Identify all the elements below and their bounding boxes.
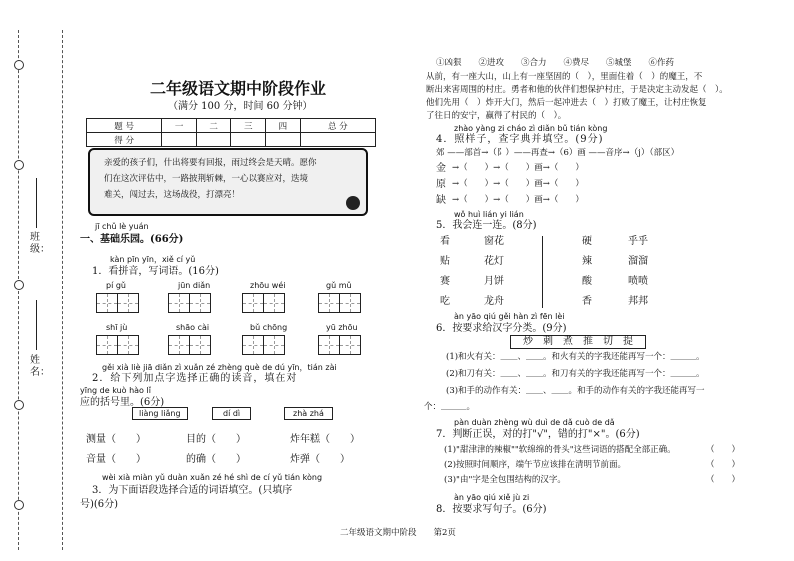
connect-item[interactable]: 溜溜 — [628, 256, 648, 267]
score-header: 题 号 — [87, 119, 162, 133]
connect-item[interactable]: 窗花 — [484, 236, 504, 247]
connect-item[interactable]: 乎乎 — [628, 236, 648, 247]
score-cell[interactable] — [196, 133, 231, 147]
q7-answer[interactable]: （ ） — [706, 460, 741, 470]
intro-line: 们在这次评估中，一路披荆斩棘，一心以赛应对，迭境 — [104, 174, 309, 184]
binding-hole — [14, 60, 24, 70]
option-box: dí dì — [212, 407, 251, 420]
score-table — [86, 118, 376, 147]
passage-line: 断出来害周围的村庄。勇者和他的伙伴们想保护村庄，于是决定主动发起（ ）。 — [426, 85, 728, 95]
binding-hole — [14, 400, 24, 410]
connect-item[interactable]: 香 — [582, 296, 592, 307]
connect-item[interactable]: 酸 — [582, 276, 592, 287]
q4-hua: 画 — [534, 179, 543, 189]
connect-item[interactable]: 龙舟 — [484, 296, 504, 307]
pinyin: gěi xià liè jiā diǎn zì xuǎn zé zhèng què de dú yīn，tián zài — [102, 363, 337, 372]
class-label: 班级： — [30, 232, 50, 255]
q6-item-tail[interactable]: 个：＿＿＿。 — [424, 402, 476, 412]
intro-banner — [88, 148, 368, 216]
q7-item: (1)"甜津津的辣椒""软绵绵的骨头"这些词语的搭配全部正确。 — [444, 445, 676, 455]
word-box: 炒 刺 煮 推 切 提 — [510, 335, 646, 349]
question-6: 6．按要求给汉字分类。(9分) — [436, 323, 567, 334]
passage-line: 了往日的安宁，赢得了村民的（ ）。 — [426, 111, 567, 121]
pronunciation-item[interactable]: 炸弹（ ） — [290, 454, 350, 465]
writing-box[interactable] — [242, 335, 284, 355]
name-blank[interactable] — [36, 300, 37, 350]
question-5: 5．我会连一连。(8分) — [436, 220, 537, 231]
q4-example: 郊 ——部首→（阝）——再查→（6）画 ——音序→（j）（部区） — [436, 148, 680, 158]
binding-hole — [14, 500, 24, 510]
pinyin: wǒ huì lián yi lián — [454, 210, 524, 219]
writing-box[interactable] — [242, 293, 284, 313]
writing-box[interactable] — [318, 293, 360, 313]
word-options: ①凶狠 ②进攻 ③合力 ④费尽 ⑤城堡 ⑥作药 — [436, 58, 675, 68]
pronunciation-item[interactable]: 的确（ ） — [186, 454, 246, 465]
q4-hua: 画 — [534, 163, 543, 173]
section-title: 一、基础乐园。(66分) — [80, 234, 184, 245]
pinyin: kàn pīn yīn，xiě cí yǔ — [110, 255, 196, 264]
connect-item[interactable]: 硬 — [582, 236, 592, 247]
option-box: liàng liǎng — [132, 407, 188, 420]
pinyin: pàn duàn zhèng wù duì de dǎ cuò de dǎ — [454, 418, 615, 427]
binding-hole — [14, 280, 24, 290]
intro-line: 难关，闯过去，这场战役，打漂亮！ — [104, 190, 241, 200]
pen-icon — [346, 196, 360, 210]
q7-item: (2)按照时间顺序，端午节应该排在清明节前面。 — [444, 460, 627, 470]
connect-item[interactable]: 花灯 — [484, 256, 504, 267]
pinyin: yū zhōu — [326, 323, 358, 332]
pinyin: yīng de kuò hào lǐ — [80, 386, 151, 395]
pinyin: àn yāo qiú gěi hàn zì fēn lèi — [454, 312, 565, 321]
connect-item[interactable]: 赛 — [440, 276, 450, 287]
connect-item[interactable]: 辣 — [582, 256, 592, 267]
q4-hua: 画 — [534, 195, 543, 205]
q6-item[interactable]: (3)和手的动作有关：＿＿、＿＿。和手的动作有关的字我还能再写一 — [446, 386, 705, 396]
score-header: 二 — [196, 119, 231, 133]
binding-line — [18, 30, 19, 550]
name-label: 姓名： — [30, 355, 50, 378]
question-2-cont: 应的括号里。(6分) — [80, 397, 165, 408]
pinyin: bǔ chōng — [250, 323, 288, 332]
pronunciation-item[interactable]: 音量（ ） — [86, 454, 146, 465]
score-cell[interactable] — [162, 133, 197, 147]
writing-box[interactable] — [318, 335, 360, 355]
writing-box[interactable] — [96, 335, 138, 355]
pinyin: pí gǔ — [106, 281, 126, 290]
score-cell[interactable] — [231, 133, 266, 147]
pinyin: zhào yàng zi cháo zì diǎn bǔ tián kòng — [454, 124, 608, 133]
connect-item[interactable]: 月饼 — [484, 276, 504, 287]
q7-answer[interactable]: （ ） — [706, 445, 741, 455]
score-header: 三 — [231, 119, 266, 133]
q4-char: 缺 — [436, 195, 446, 206]
connect-item[interactable]: 吃 — [440, 296, 450, 307]
passage-line: 他们先用（ ）炸开大门，然后一起冲进去（ ）打败了魔王，让村庄恢复 — [426, 98, 707, 108]
question-3: 3．为下面语段选择合适的词语填空。(只填序 — [92, 485, 293, 496]
q6-item[interactable]: (1)和火有关：＿＿、＿＿。和火有关的字我还能再写一个：＿＿＿。 — [446, 352, 705, 362]
score-row-label: 得 分 — [87, 133, 162, 147]
binding-hole — [14, 160, 24, 170]
pronunciation-item[interactable]: 测量（ ） — [86, 434, 146, 445]
q4-char: 金 — [436, 163, 446, 174]
q7-answer[interactable]: （ ） — [706, 475, 741, 485]
class-blank[interactable] — [36, 178, 37, 228]
pinyin: zhōu wéi — [250, 281, 286, 290]
question-3-cont: 号)(6分) — [80, 499, 119, 510]
score-header: 总 分 — [300, 119, 375, 133]
writing-box[interactable] — [168, 293, 210, 313]
divider — [542, 236, 543, 308]
page-subtitle: （满分 100 分，时间 60 分钟） — [168, 101, 313, 112]
page-title: 二年级语文期中阶段作业 — [150, 79, 327, 98]
pinyin: shī jù — [106, 323, 128, 332]
footer: 二年级语文期中阶段 第2页 — [340, 528, 456, 538]
connect-item[interactable]: 贴 — [440, 256, 450, 267]
q6-item[interactable]: (2)和刀有关：＿＿、＿＿。和刀有关的字我还能再写一个：＿＿＿。 — [446, 369, 705, 379]
writing-box[interactable] — [96, 293, 138, 313]
connect-item[interactable]: 邦邦 — [628, 296, 648, 307]
passage-line: 从前，有一座大山，山上有一座坚固的（ ），里面住着（ ）的魔王，不 — [426, 72, 703, 82]
connect-item[interactable]: 喷喷 — [628, 276, 648, 287]
pinyin: gǔ mǔ — [326, 281, 352, 290]
option-box: zhà zhá — [284, 407, 333, 420]
question-1: 1．看拼音，写词语。(16分) — [92, 266, 219, 277]
question-8: 8．按要求写句子。(6分) — [436, 504, 547, 515]
pinyin: wèi xià miàn yǔ duàn xuǎn zé hé shì de cí yǔ tián kòng — [102, 473, 323, 482]
pinyin: shāo cài — [176, 323, 210, 332]
q7-item: (3)"由"字是全包围结构的汉字。 — [444, 475, 566, 485]
binding-line — [62, 30, 63, 550]
pinyin: àn yāo qiú xiě jù zi — [454, 493, 530, 502]
question-2: 2．给下列加点字选择正确的读音，填在对 — [92, 373, 298, 384]
question-7: 7．判断正误，对的打"√"，错的打"×"。(6分) — [436, 429, 640, 440]
pronunciation-item[interactable]: 炸年糕（ ） — [290, 434, 360, 445]
question-4: 4．照样子，查字典并填空。(9分) — [436, 134, 604, 145]
pinyin: jūn diǎn — [178, 281, 211, 290]
connect-item[interactable]: 看 — [440, 236, 450, 247]
score-header: 一 — [162, 119, 197, 133]
q4-char: 原 — [436, 179, 446, 190]
score-cell[interactable] — [266, 133, 301, 147]
intro-line: 亲爱的孩子们，什出将要有回报，雨过终会是天晴。愿你 — [104, 158, 317, 168]
writing-box[interactable] — [168, 335, 210, 355]
score-header: 四 — [266, 119, 301, 133]
score-cell[interactable] — [300, 133, 375, 147]
pronunciation-item[interactable]: 目的（ ） — [186, 434, 246, 445]
pinyin: jī chǔ lè yuán — [95, 222, 149, 231]
